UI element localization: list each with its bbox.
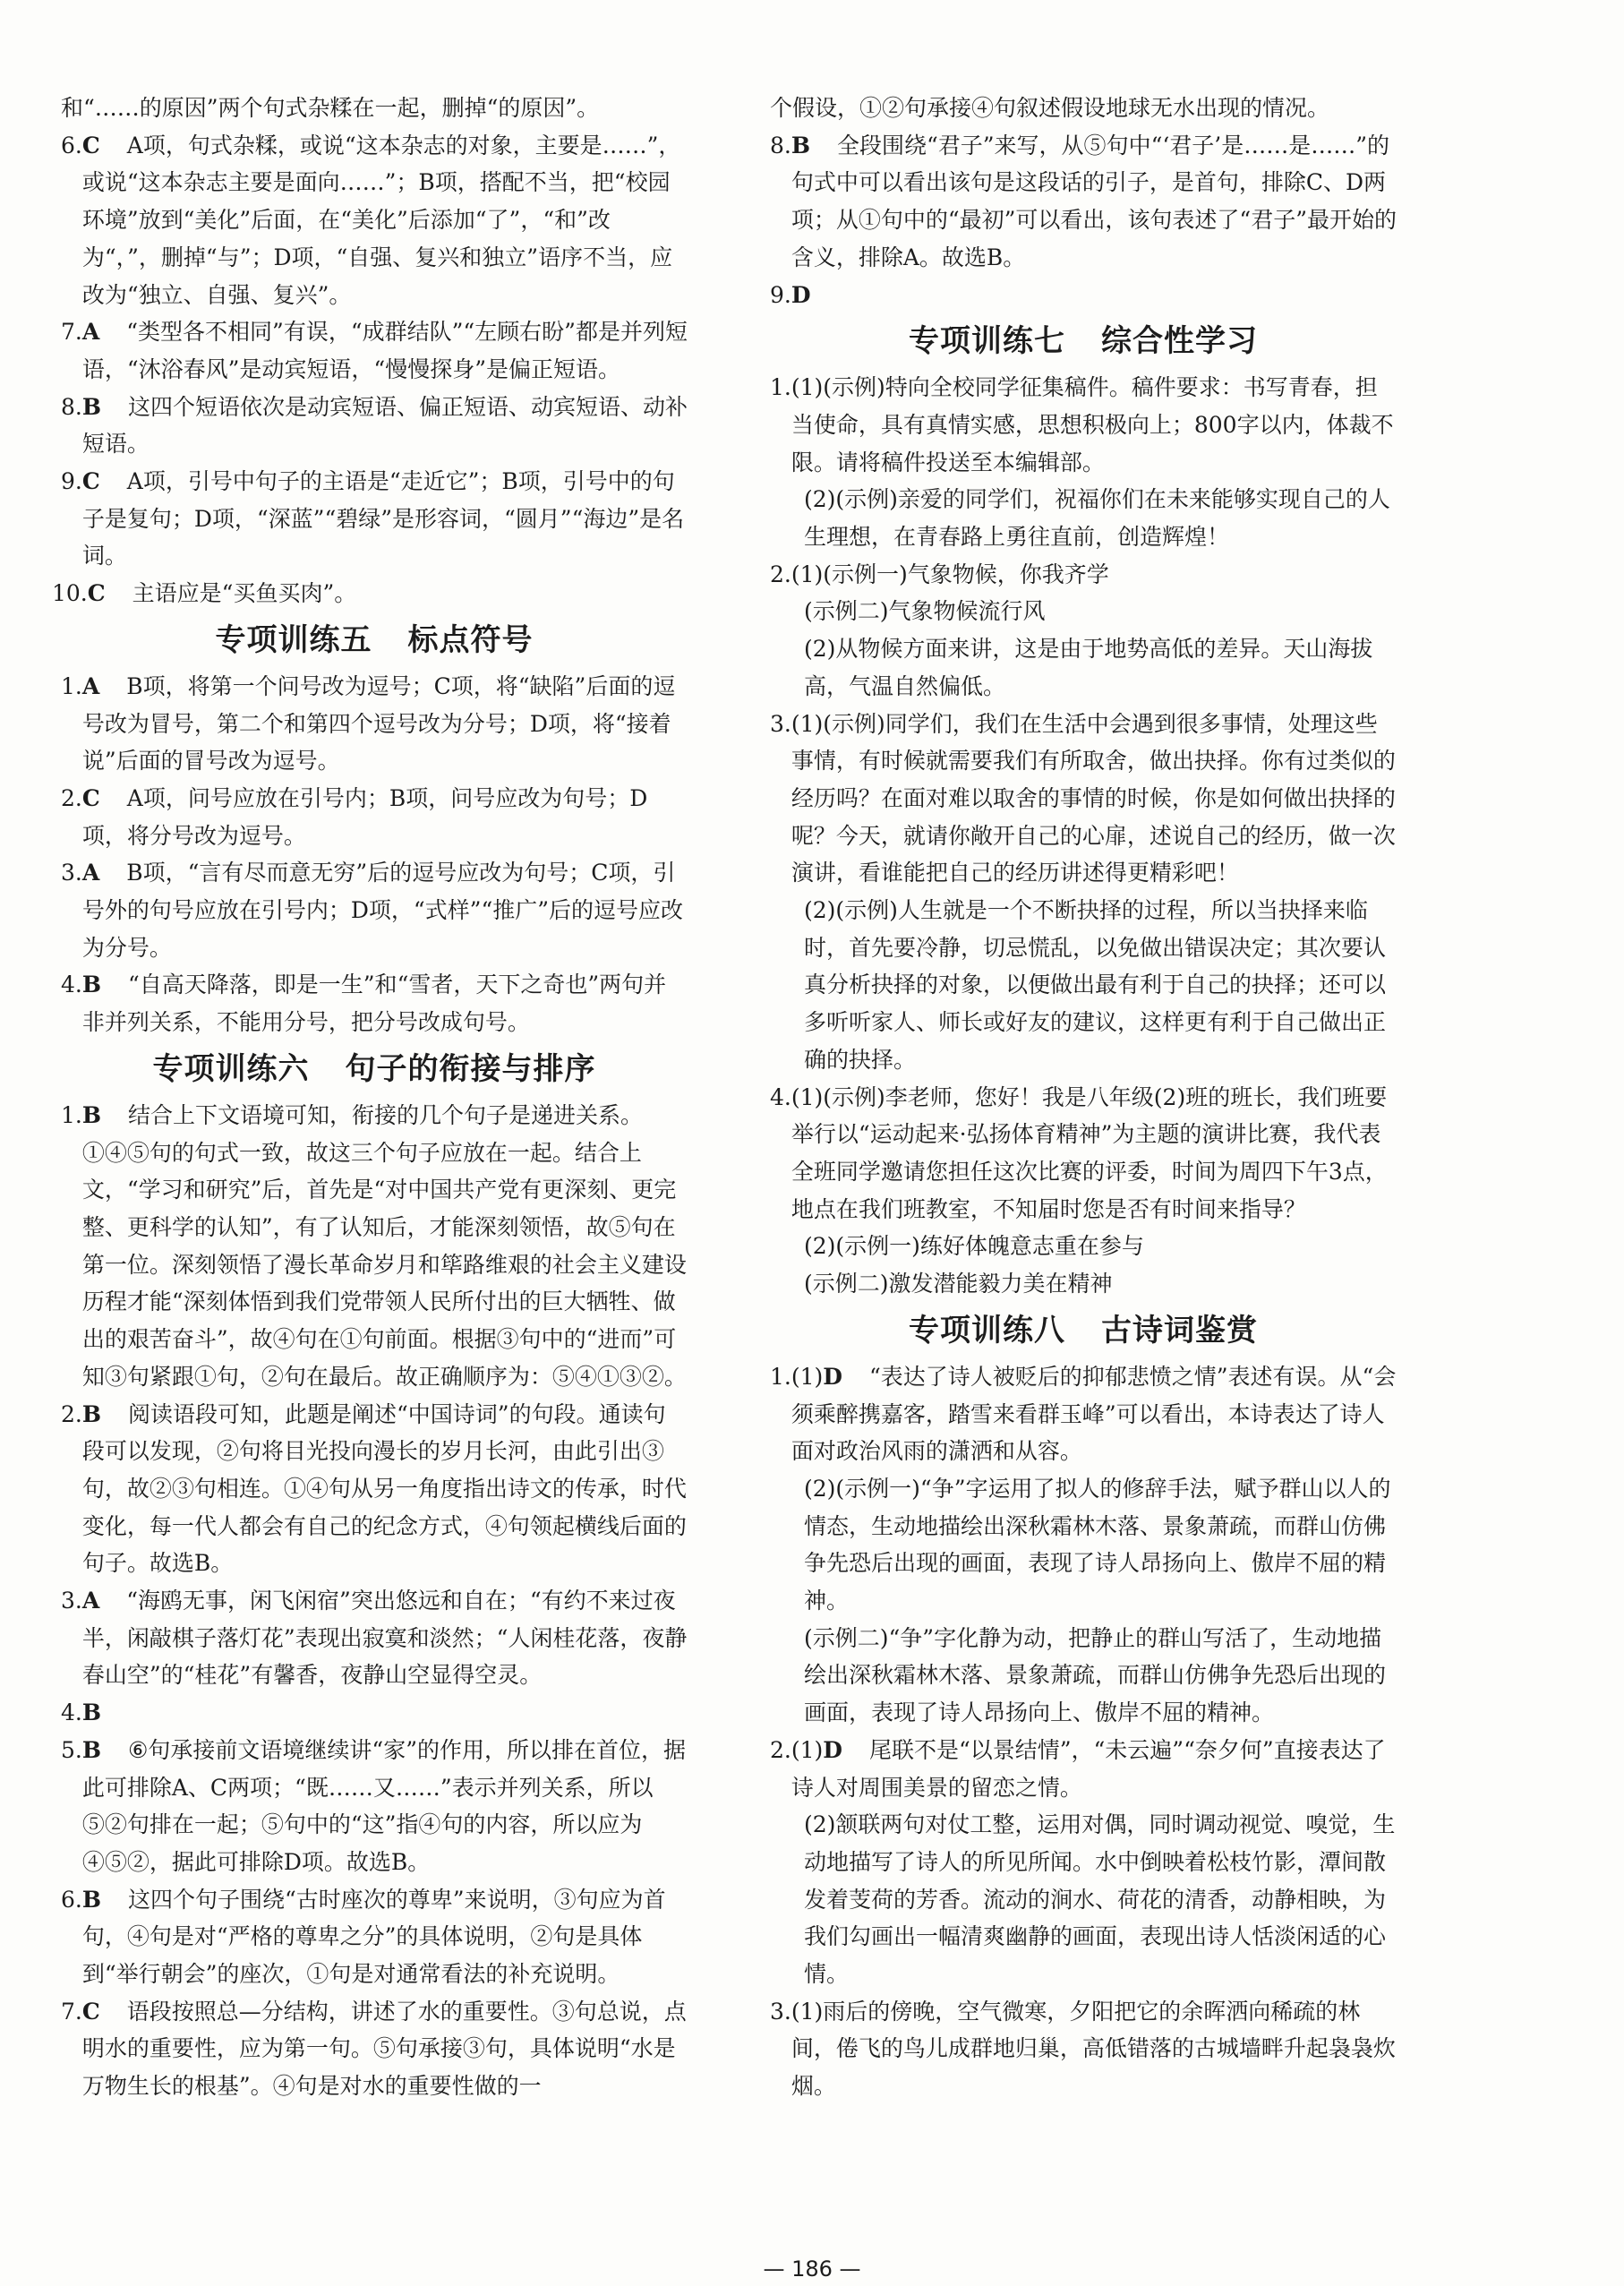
answer-letter: B — [81, 1886, 101, 1913]
answer-item — [61, 966, 688, 1040]
answer-item — [770, 1079, 1397, 1303]
section-number: 专项训练七 — [909, 323, 1065, 360]
explanation-text: B项，“言有尽而意无穷”后的逗号应改为句号；C项，引号外的句号应放在引号内；D项，“式样”“推广”后的逗号应改为分号。 — [81, 860, 684, 961]
answer-item — [770, 556, 1397, 706]
explanation-text: A项，问号应放在引号内；B项，问号应改为句号；D项，将分号改为逗号。 — [81, 784, 648, 849]
item-number: 2. — [770, 561, 791, 587]
section-topic: 句子的衔接与排序 — [345, 1050, 596, 1087]
item-body — [770, 90, 1397, 127]
answer-item — [61, 1396, 688, 1583]
item-body — [791, 277, 1397, 314]
explanation-text: A项，引号中句子的主语是“走近它”；B项，引号中的句子是复句；D项，“深蓝”“碧绿”是形容词，“圆月”“海边”是名词。 — [81, 468, 685, 569]
sub-answer: (2)(示例一)“争”字运用了拟人的修辞手法，赋予群山以人的情态，生动地描绘出深秋霜林木落、景象萧疏，而群山仿佛争先恐后出现的画面，表现了诗人昂扬向上、傲岸不屈的精神。 — [804, 1475, 1391, 1614]
item-body — [82, 1694, 688, 1732]
item-body — [82, 1396, 688, 1583]
left-pre-list — [52, 90, 688, 612]
answer-letter: D — [791, 281, 811, 308]
answer-letter: C — [81, 784, 100, 811]
page-number: — 186 — — [763, 2256, 861, 2282]
explanation-text: B项，将第一个问号改为逗号；C项，将“缺陷”后面的逗号改为冒号，第二个和第四个逗号改为分号；D项，将“接着说”后面的冒号改为逗号。 — [81, 672, 676, 775]
explanation-text: ⑥句承接前文语境继续讲“家”的作用，所以排在首位，据此可排除A、C两项；“既……又……”表示并列关系，所以⑤②句排在一起；⑤句中的“这”指④句的内容，所以应为④⑤②，据此可排除D项。故选B。 — [81, 1736, 686, 1875]
item-number: 6. — [61, 1886, 82, 1913]
explanation-text: 语段按照总—分结构，讲述了水的重要性。③句总说，点明水的重要性，应为第一句。⑤句承接③句，具体说明“水是万物生长的根基”。④句是对水的重要性做的一 — [81, 1998, 687, 2100]
right-column — [770, 90, 1397, 2105]
item-body — [791, 1358, 1397, 1470]
item-number: 1. — [61, 1101, 82, 1128]
explanation-text: 个假设，①②句承接④句叙述假设地球无水出现的情况。 — [770, 95, 1330, 121]
item-body — [82, 1993, 688, 2105]
answer-item — [61, 127, 688, 314]
explanation-text: (1)雨后的傍晚，空气微寒，夕阳把它的余晖洒向稀疏的林间，倦飞的鸟儿成群地归巢，高低错落的古城墙畔升起袅袅炊烟。 — [791, 1998, 1396, 2100]
answer-letter: C — [87, 580, 106, 607]
answer-item — [61, 1582, 688, 1694]
explanation-text: (1)(示例)同学们，我们在生活中会遇到很多事情，处理这些事情，有时候就需要我们有所取舍，做出抉择。你有过类似的经历吗？在面对难以取舍的事情的时候，你是如何做出抉择的呢？今天，就请你敞开自己的心扉，述说自己的经历，做一次演讲，看谁能把自己的经历讲述得更精彩吧！ — [791, 710, 1396, 886]
answer-item — [770, 1732, 1397, 1993]
answer-letter: B — [81, 1700, 101, 1726]
answer-item — [61, 389, 688, 463]
answer-item — [770, 90, 1397, 127]
answer-item — [61, 463, 688, 575]
explanation-text: (1)(示例)李老师，您好！我是八年级(2)班的班长，我们班要举行以“运动起来·弘扬体育精神”为主题的演讲比赛，我代表全班同学邀请您担任这次比赛的评委，时间为周四下午3点，地点在我们班教室，不知届时您是否有时间来指导？ — [791, 1083, 1388, 1222]
answer-letter: B — [81, 972, 101, 998]
answer-letter: B — [81, 393, 101, 420]
item-number: 9. — [770, 281, 791, 308]
answer-letter: D — [823, 1736, 842, 1763]
sub-answer: (2)从物候方面来讲，这是由于地势高低的差异。天山海拔高，气温自然偏低。 — [804, 636, 1373, 699]
item-body — [82, 1097, 688, 1396]
left-column — [52, 90, 688, 2105]
item-number: 3. — [61, 860, 82, 886]
answer-item — [61, 90, 688, 127]
answer-letter: B — [791, 132, 810, 158]
item-body — [791, 1732, 1397, 1806]
explanation-text: “类型各不相同”有误，“成群结队”“左顾右盼”都是并列短语，“沐浴春风”是动宾短语，“慢慢探身”是偏正短语。 — [81, 319, 688, 382]
explanation-text: A项，句式杂糅，或说“这本杂志的对象，主要是……”，或说“这本杂志主要是面向……”；B项，搭配不当，把“校园环境”放到“美化”后面，在“美化”后添加“了”，“和”改为“，”，删掉“与”；D项，“自强、复兴和独立”语序不当，应改为“独立、自强、复兴”。 — [81, 132, 681, 308]
answer-item — [61, 1732, 688, 1881]
explanation-text: 结合上下文语境可知，衔接的几个句子是递进关系。①④⑤句的句式一致，故这三个句子应放在一起。结合上文，“学习和研究”后，首先是“对中国共产党有更深刻、更完整、更科学的认知”，有了认知后，才能深刻领悟，故⑤句在第一位。深刻领悟了漫长革命岁月和筚路维艰的社会主义建设历程才能“深刻体悟到我们党带领人民所付出的巨大牺牲、做出的艰苦奋斗”，故④句在①句前面。根据③句中的“进而”可知③句紧跟①句，②句在最后。故正确顺序为：⑤④①③②。 — [81, 1101, 687, 1390]
item-number: 8. — [61, 393, 82, 420]
answer-letter: A — [81, 672, 100, 699]
answer-item — [770, 1993, 1397, 2105]
answer-letter: A — [81, 319, 100, 346]
explanation-text: (1)(示例)特向全校同学征集稿件。稿件要求：书写青春，担当使命，具有真情实感，思想积极向上；800字以内，体裁不限。请将稿件投送至本编辑部。 — [791, 374, 1394, 475]
item-body — [82, 389, 688, 463]
section-number: 专项训练五 — [215, 621, 372, 658]
answer-letter: C — [81, 132, 100, 158]
answer-item — [61, 780, 688, 854]
item-body — [61, 90, 688, 127]
section-topic: 古诗词鉴赏 — [1101, 1312, 1258, 1348]
sub-label: (1) — [791, 1736, 824, 1763]
sub-label: (1) — [791, 1363, 824, 1390]
sub-answer: (2)(示例)亲爱的同学们，祝福你们在未来能够实现自己的人生理想，在青春路上勇往直前，创造辉煌！ — [804, 486, 1390, 551]
answer-item — [61, 668, 688, 780]
sub-answer: (示例二)气象物候流行风 — [804, 598, 1046, 625]
explanation-text: “表达了诗人被贬后的抑郁悲愤之情”表述有误。从“会须乘醉携嘉客，踏雪来看群玉峰”可以看出，本诗表达了诗人面对政治风雨的潇洒和从容。 — [791, 1363, 1397, 1465]
section-6-list — [61, 1097, 688, 2105]
item-body — [791, 127, 1397, 277]
item-body — [88, 575, 688, 612]
explanation-text: 主语应是“买鱼买肉”。 — [132, 580, 357, 607]
item-body — [82, 1881, 688, 1993]
answer-item — [770, 127, 1397, 277]
sub-answer: (2)(示例)人生就是一个不断抉择的过程，所以当抉择来临时，首先要冷静，切忌慌乱，以免做出错误决定；其次要认真分析抉择的对象，以便做出最有利于自己的抉择；还可以多听听家人、师长或好友的建议，这样更有利于自己做出正确的抉择。 — [804, 897, 1387, 1073]
answer-item — [770, 369, 1397, 556]
item-body — [82, 854, 688, 966]
item-number: 7. — [61, 319, 82, 346]
item-number: 4. — [61, 972, 82, 998]
item-body — [82, 127, 688, 314]
item-number: 5. — [61, 1736, 82, 1763]
answer-item — [770, 706, 1397, 1079]
item-number: 1. — [61, 672, 82, 699]
sub-answer: (示例二)激发潜能毅力美在精神 — [804, 1271, 1113, 1297]
sub-answer: (2)颔联两句对仗工整，运用对偶，同时调动视觉、嗅觉，生动地描写了诗人的所见所闻。水中倒映着松枝竹影，潭间散发着芰荷的芳香。流动的涧水、荷花的清香，动静相映，为我们勾画出一幅清爽幽静的画面，表现出诗人恬淡闲适的心情。 — [804, 1811, 1396, 1988]
item-number: 4. — [61, 1700, 82, 1726]
explanation-text: 尾联不是“以景结情”，“未云遍”“奈夕何”直接表达了诗人对周围美景的留恋之情。 — [791, 1736, 1386, 1801]
section-number: 专项训练六 — [152, 1050, 310, 1087]
explanation-text: 阅读语段可知，此题是阐述“中国诗词”的句段。通读句段可以发现，②句将目光投向漫长的岁月长河，由此引出③句，故②③句相连。①④句从另一角度指出诗文的传承，时代变化，每一代人都会有自己的纪念方式，④句领起横线后面的句子。故选B。 — [81, 1400, 687, 1577]
item-body — [82, 668, 688, 780]
section-7-list — [770, 369, 1397, 1303]
item-number: 3. — [770, 710, 791, 737]
item-number: 9. — [61, 468, 82, 495]
answer-letter: C — [81, 468, 100, 495]
item-number: 8. — [770, 132, 791, 158]
section-title-5 — [61, 612, 688, 668]
item-body — [82, 780, 688, 854]
answer-item — [61, 854, 688, 966]
answer-letter: B — [81, 1736, 101, 1763]
section-topic: 综合性学习 — [1101, 323, 1258, 360]
explanation-text: “自高天降落，即是一生”和“雪者，天下之奇也”两句并非并列关系，不能用分号，把分号改成句号。 — [81, 972, 667, 1036]
item-body — [82, 463, 688, 575]
answer-item — [770, 277, 1397, 314]
section-title-8 — [770, 1303, 1397, 1358]
section-8-list — [770, 1358, 1397, 2105]
item-number: 10. — [52, 580, 88, 607]
section-title-7 — [770, 313, 1397, 369]
explanation-text: “海鸥无事，闲飞闲宿”突出悠远和自在；“有约不来过夜半，闲敲棋子落灯花”表现出寂寞和淡然；“人闲桂花落，夜静春山空”的“桂花”有馨香，夜静山空显得空灵。 — [81, 1588, 688, 1689]
answer-item — [770, 1358, 1397, 1732]
item-body — [82, 1582, 688, 1694]
right-pre-list — [770, 90, 1397, 313]
answer-item — [61, 1097, 688, 1396]
explanation-text: (1)(示例一)气象物候，你我齐学 — [791, 561, 1109, 587]
explanation-text: 这四个句子围绕“古时座次的尊卑”来说明，③句应为首句，④句是对“严格的尊卑之分”的具体说明，②句是具体到“举行朝会”的座次，①句是对通常看法的补充说明。 — [81, 1886, 666, 1988]
item-number: 3. — [61, 1588, 82, 1614]
section-number: 专项训练八 — [909, 1312, 1065, 1348]
answer-letter: D — [823, 1363, 842, 1390]
item-body — [82, 313, 688, 388]
section-5-list — [61, 668, 688, 1041]
item-body — [82, 966, 688, 1040]
explanation-text: 和“……的原因”两个句式杂糅在一起，删掉“的原因”。 — [61, 95, 600, 121]
answer-item — [61, 313, 688, 388]
answer-item — [52, 575, 688, 612]
answer-item — [61, 1881, 688, 1993]
answer-letter: B — [81, 1400, 101, 1427]
sub-answer: (示例二)“争”字化静为动，把静止的群山写活了，生动地描绘出深秋霜林木落、景象萧疏，而群山仿佛争先恐后出现的画面，表现了诗人昂扬向上、傲岸不屈的精神。 — [804, 1624, 1387, 1726]
item-number: 7. — [61, 1998, 82, 2025]
item-number: 1. — [770, 374, 791, 401]
explanation-text: 这四个短语依次是动宾短语、偏正短语、动宾短语、动补短语。 — [81, 393, 688, 458]
item-number: 2. — [770, 1736, 791, 1763]
item-number: 4. — [770, 1083, 791, 1110]
item-number: 2. — [61, 784, 82, 811]
section-title-6 — [61, 1041, 688, 1097]
section-topic: 标点符号 — [407, 621, 534, 658]
answer-letter: A — [81, 1588, 100, 1614]
item-number: 1. — [770, 1363, 791, 1390]
item-body — [82, 1732, 688, 1881]
sub-answer: (2)(示例一)练好体魄意志重在参与 — [804, 1233, 1144, 1260]
answer-letter: B — [81, 1101, 101, 1128]
item-number: 3. — [770, 1998, 791, 2025]
answer-item — [61, 1993, 688, 2105]
item-number: 2. — [61, 1400, 82, 1427]
answer-letter: C — [81, 1998, 100, 2025]
explanation-text: 全段围绕“君子”来写，从⑤句中“‘君子’是……是……”的句式中可以看出该句是这段话的引子，是首句，排除C、D两项；从①句中的“最初”可以看出，该句表述了“君子”最开始的含义，排除A。故选B。 — [791, 132, 1397, 270]
answer-item — [61, 1694, 688, 1732]
item-number: 6. — [61, 132, 82, 158]
answer-letter: A — [81, 860, 100, 886]
